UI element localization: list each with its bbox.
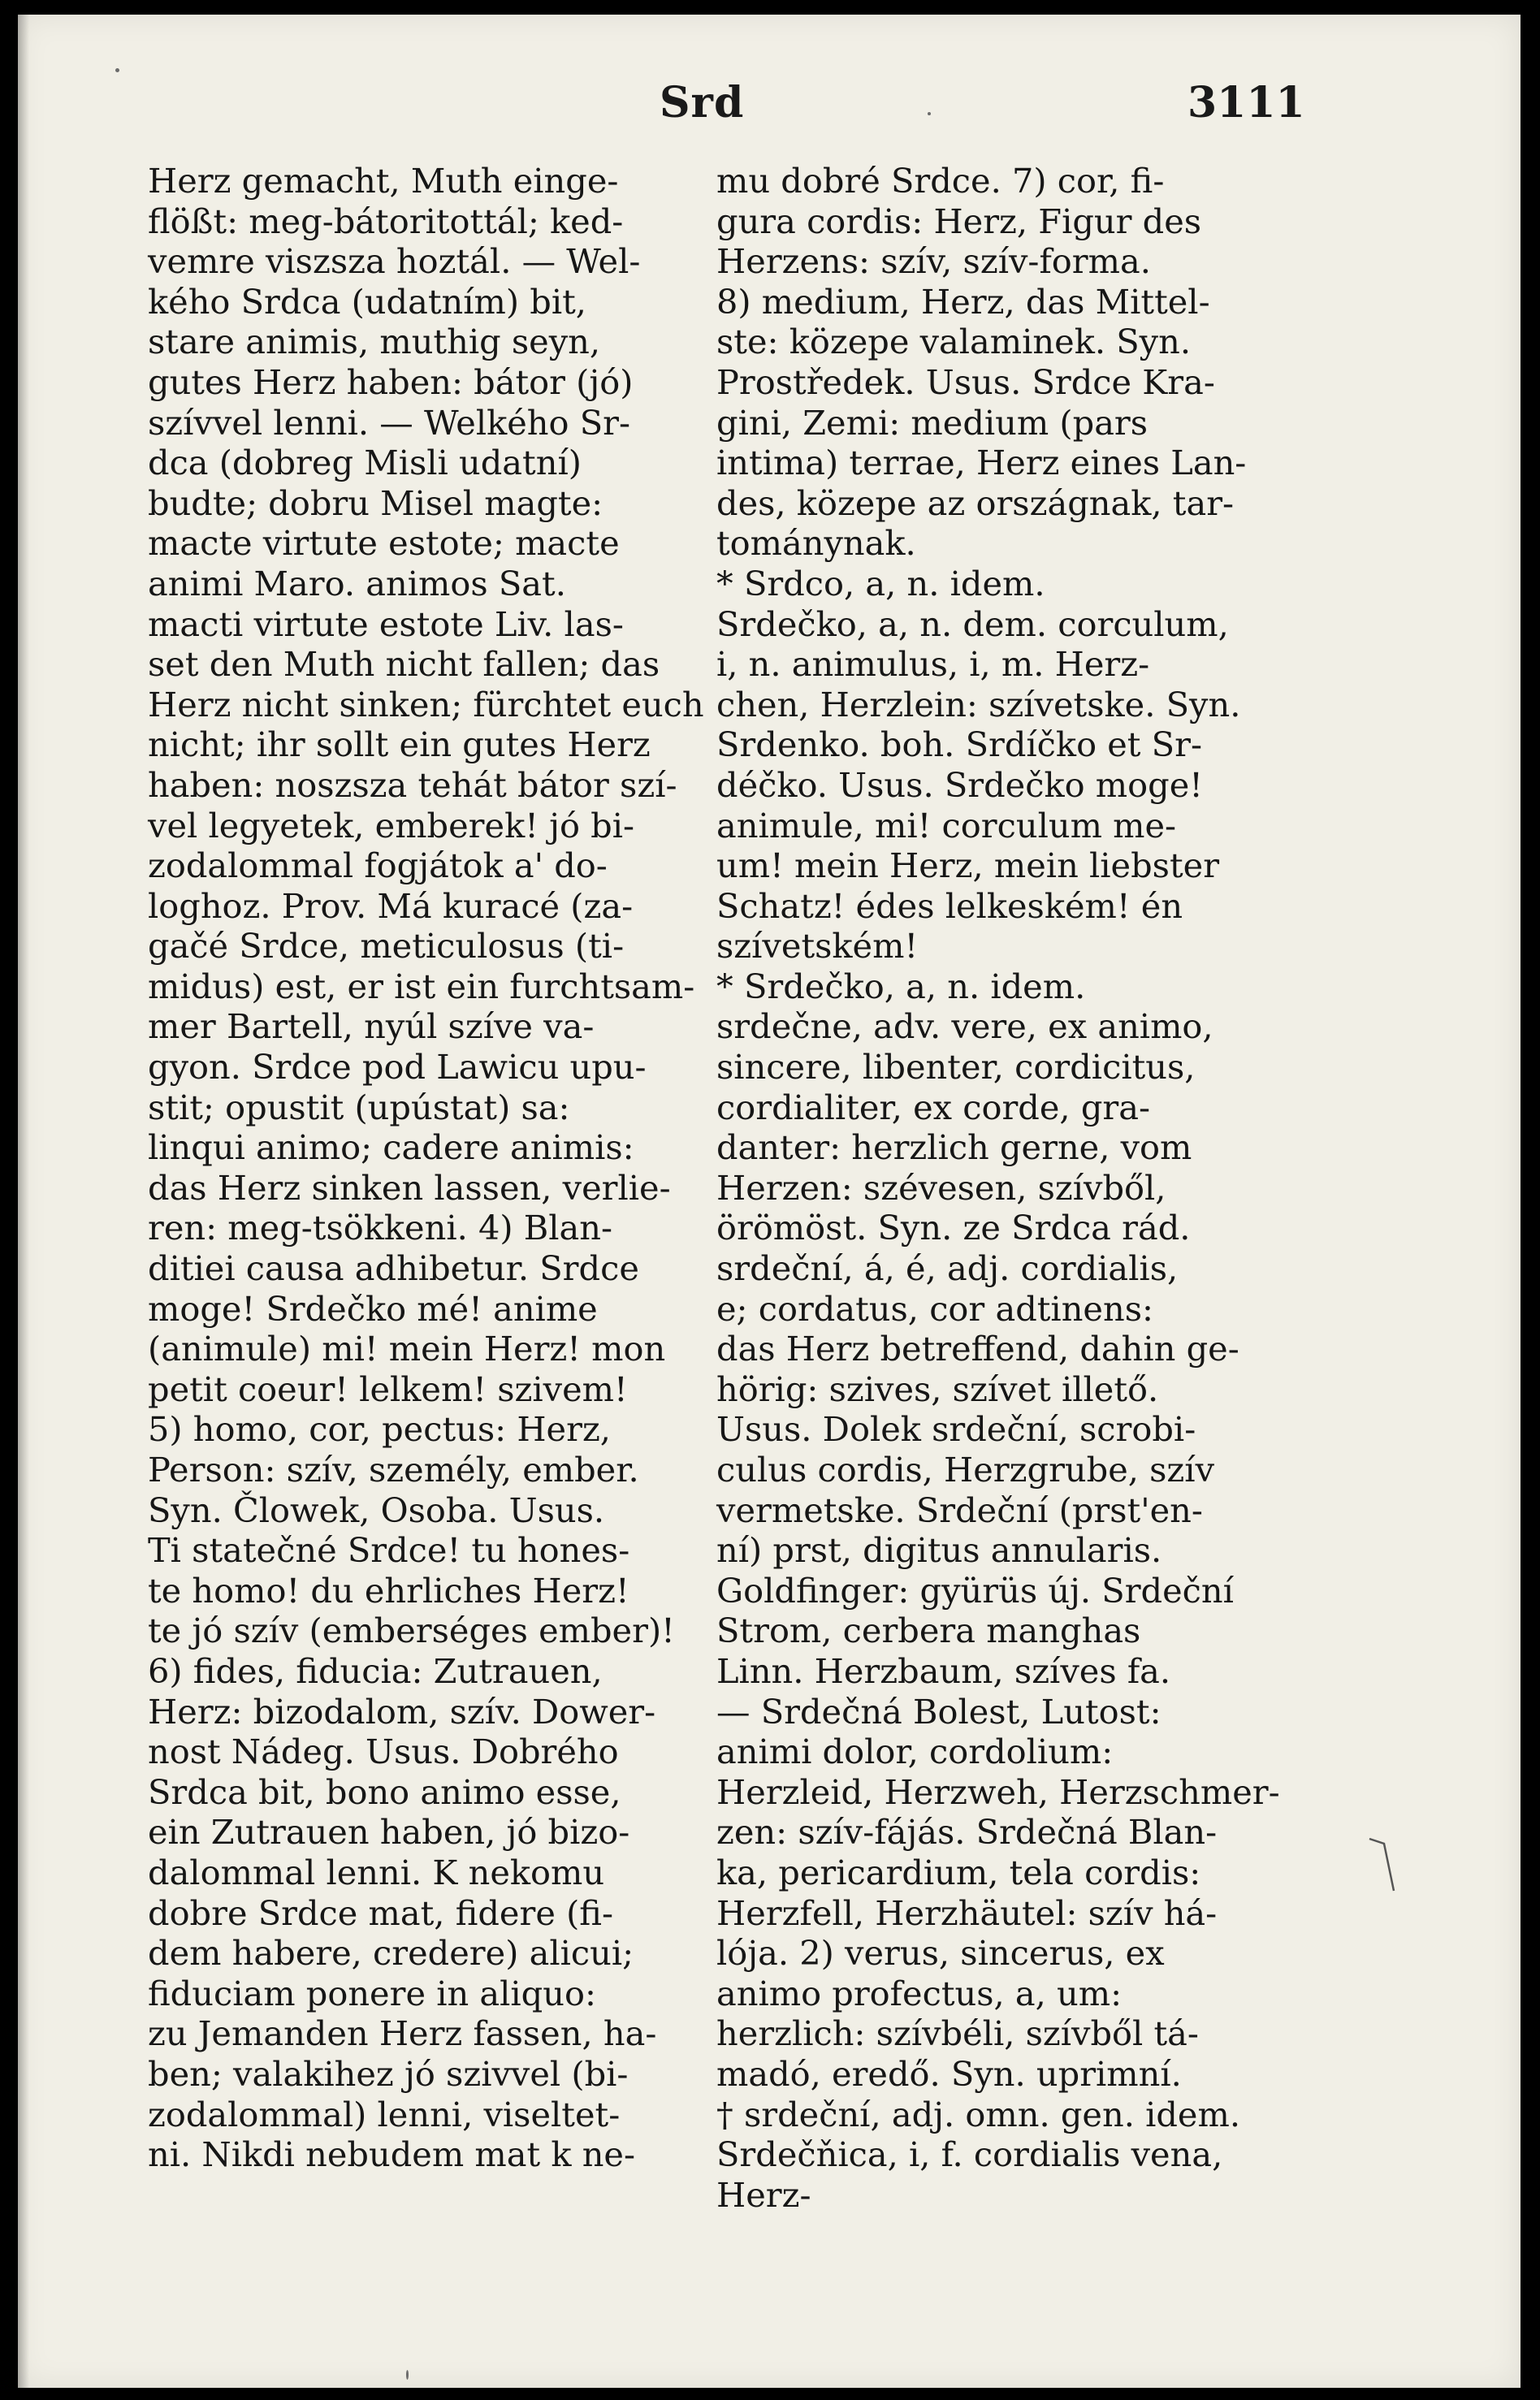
left-column-line: Person: szív, személy, ember. bbox=[148, 1450, 639, 1490]
left-column-line: gačé Srdce, meticulosus (ti- bbox=[148, 926, 625, 966]
dust-speck bbox=[406, 2370, 409, 2380]
right-column-line: srdeční, á, é, adj. cordialis, bbox=[716, 1248, 1179, 1289]
left-column-line: animi Maro. animos Sat. bbox=[148, 563, 566, 603]
right-column-line: madó, eredő. Syn. uprimní. bbox=[716, 2053, 1182, 2094]
left-column-line: stit; opustit (upústat) sa: bbox=[148, 1087, 570, 1127]
left-column-line: Herz: bizodalom, szív. Dower- bbox=[148, 1691, 656, 1732]
right-column-line: chen, Herzlein: szívetske. Syn. bbox=[716, 684, 1241, 724]
left-column-line: mer Bartell, nyúl szíve va- bbox=[148, 1006, 595, 1047]
right-column-line: ste: közepe valaminek. Syn. bbox=[716, 322, 1192, 362]
left-column-line: Herz gemacht, Muth einge- bbox=[148, 161, 619, 201]
right-column-line: Linn. Herzbaum, szíves fa. bbox=[716, 1650, 1171, 1691]
left-column-line: te homo! du ehrliches Herz! bbox=[148, 1570, 629, 1611]
right-column-line: srdečne, adv. vere, ex animo, bbox=[716, 1006, 1213, 1047]
right-column-line: Prostředek. Usus. Srdce Kra- bbox=[716, 361, 1215, 402]
left-column-line: ren: meg-tsökkeni. 4) Blan- bbox=[148, 1208, 613, 1248]
left-column-line: te jó szív (emberséges ember)! bbox=[148, 1611, 675, 1651]
right-column-line: Herzen: szévesen, szívből, bbox=[716, 1167, 1166, 1208]
left-column-line: dalommal lenni. K nekomu bbox=[148, 1852, 605, 1892]
right-column-line: 8) medium, Herz, das Mittel- bbox=[716, 281, 1210, 322]
right-column-line: hörig: szives, szívet illető. bbox=[716, 1369, 1159, 1409]
right-column-line: animo profectus, a, um: bbox=[716, 1973, 1123, 2013]
right-column-line: danter: herzlich gerne, vom bbox=[716, 1127, 1192, 1168]
left-column-line: vel legyetek, emberek! jó bi- bbox=[148, 805, 634, 845]
left-column-line: 6) fides, fiducia: Zutrauen, bbox=[148, 1650, 603, 1691]
left-column-line: zu Jemanden Herz fassen, ha- bbox=[148, 2013, 657, 2054]
left-column-line: ein Zutrauen haben, jó bizo- bbox=[148, 1812, 630, 1853]
right-column-line: * Srdco, a, n. idem. bbox=[716, 563, 1045, 603]
right-column-line: örömöst. Syn. ze Srdca rád. bbox=[716, 1208, 1191, 1248]
right-column-line: Schatz! édes lelkeském! én bbox=[716, 885, 1183, 926]
left-column-line: das Herz sinken lassen, verlie- bbox=[148, 1167, 671, 1208]
left-column-line: nicht; ihr sollt ein gutes Herz bbox=[148, 724, 651, 765]
right-column-line: Usus. Dolek srdeční, scrobi- bbox=[716, 1409, 1196, 1450]
left-column-line: haben: noszsza tehát bátor szí- bbox=[148, 764, 677, 805]
left-column-line: flößt: meg-bátoritottál; ked- bbox=[148, 201, 624, 241]
running-head-word: Srd bbox=[660, 78, 745, 128]
right-column-line: zen: szív-fájás. Srdečná Blan- bbox=[716, 1812, 1218, 1853]
right-column-line: das Herz betreffend, dahin ge- bbox=[716, 1329, 1239, 1369]
right-column-line: herzlich: szívbéli, szívből tá- bbox=[716, 2013, 1199, 2054]
right-column-line: † srdeční, adj. omn. gen. idem. bbox=[716, 2094, 1241, 2134]
right-column-line: Srdečňica, i, f. cordialis vena, bbox=[716, 2134, 1223, 2175]
right-column-line: Goldfinger: gyürüs új. Srdeční bbox=[716, 1570, 1234, 1611]
left-column-line: ben; valakihez jó szivvel (bi- bbox=[148, 2053, 629, 2094]
right-column-line: Srdečko, a, n. dem. corculum, bbox=[716, 603, 1229, 644]
left-column-line: (animule) mi! mein Herz! mon bbox=[148, 1329, 666, 1369]
right-column-line: szívetském! bbox=[716, 926, 919, 966]
left-column bbox=[148, 161, 708, 2175]
pencil-mark bbox=[1366, 1834, 1399, 1899]
right-column-line: um! mein Herz, mein liebster bbox=[716, 845, 1220, 886]
right-column-line: cordialiter, ex corde, gra- bbox=[716, 1087, 1150, 1127]
right-column-line: Strom, cerbera manghas bbox=[716, 1611, 1141, 1651]
pencil-mark-shape bbox=[1366, 1834, 1399, 1899]
right-column-line: Srdenko. boh. Srdíčko et Sr- bbox=[716, 724, 1202, 765]
left-column-line: ni. Nikdi nebudem mat k ne- bbox=[148, 2134, 636, 2175]
page-edge-shadow bbox=[18, 15, 29, 2388]
dictionary-page bbox=[18, 15, 1521, 2388]
right-column-line: animi dolor, cordolium: bbox=[716, 1732, 1114, 1772]
right-column-line: Herz- bbox=[716, 2174, 811, 2215]
right-column bbox=[716, 161, 1334, 2215]
right-column-line: sincere, libenter, cordicitus, bbox=[716, 1047, 1196, 1088]
left-column-line: dca (dobreg Misli udatní) bbox=[148, 443, 582, 483]
left-column-line: vemre viszsza hoztál. — Wel- bbox=[148, 241, 641, 282]
left-column-line: zodalommal fogjátok a' do- bbox=[148, 845, 608, 886]
left-column-line: linqui animo; cadere animis: bbox=[148, 1127, 634, 1168]
right-column-line: * Srdečko, a, n. idem. bbox=[716, 966, 1086, 1006]
left-column-line: gutes Herz haben: bátor (jó) bbox=[148, 361, 634, 402]
left-column-line: 5) homo, cor, pectus: Herz, bbox=[148, 1409, 611, 1450]
right-column-line: vermetske. Srdeční (prst'en- bbox=[716, 1490, 1203, 1530]
right-column-line: lója. 2) verus, sincerus, ex bbox=[716, 1933, 1165, 1974]
left-column-line: macte virtute estote; macte bbox=[148, 523, 620, 564]
left-column-line: zodalommal) lenni, viseltet- bbox=[148, 2094, 621, 2134]
left-column-line: szívvel lenni. — Welkého Sr- bbox=[148, 402, 630, 443]
left-column-line: kého Srdca (udatním) bit, bbox=[148, 281, 586, 322]
left-column-line: Syn. Člowek, Osoba. Usus. bbox=[148, 1490, 605, 1530]
right-column-line: animule, mi! corculum me- bbox=[716, 805, 1177, 845]
right-column-line: — Srdečná Bolest, Lutost: bbox=[716, 1691, 1161, 1732]
dust-speck bbox=[115, 68, 119, 72]
right-column-line: tománynak. bbox=[716, 523, 916, 564]
right-column-line: gura cordis: Herz, Figur des bbox=[716, 201, 1202, 241]
right-column-line: Herzfell, Herzhäutel: szív há- bbox=[716, 1892, 1218, 1933]
left-column-line: loghoz. Prov. Má kuracé (za- bbox=[148, 885, 634, 926]
left-column-line: set den Muth nicht fallen; das bbox=[148, 644, 660, 685]
left-column-line: Herz nicht sinken; fürchtet euch bbox=[148, 684, 704, 724]
right-column-line: intima) terrae, Herz eines Lan- bbox=[716, 443, 1247, 483]
right-column-line: mu dobré Srdce. 7) cor, fi- bbox=[716, 161, 1165, 201]
left-column-line: petit coeur! lelkem! szivem! bbox=[148, 1369, 628, 1409]
left-column-line: gyon. Srdce pod Lawicu upu- bbox=[148, 1047, 647, 1088]
left-column-line: budte; dobru Misel magte: bbox=[148, 482, 603, 523]
right-column-line: Herzleid, Herzweh, Herzschmer- bbox=[716, 1771, 1280, 1812]
left-column-line: stare animis, muthig seyn, bbox=[148, 322, 601, 362]
left-column-line: Ti statečné Srdce! tu hones- bbox=[148, 1530, 630, 1571]
page-header bbox=[18, 78, 1521, 151]
right-column-line: culus cordis, Herzgrube, szív bbox=[716, 1450, 1215, 1490]
left-column-line: midus) est, er ist ein furchtsam- bbox=[148, 966, 695, 1006]
right-column-line: ní) prst, digitus annularis. bbox=[716, 1530, 1162, 1571]
page-number: 3111 bbox=[1187, 78, 1305, 128]
right-column-line: i, n. animulus, i, m. Herz- bbox=[716, 644, 1150, 685]
right-column-line: gini, Zemi: medium (pars bbox=[716, 402, 1149, 443]
left-column-line: ditiei causa adhibetur. Srdce bbox=[148, 1248, 639, 1289]
left-column-line: Srdca bit, bono animo esse, bbox=[148, 1771, 621, 1812]
left-column-line: dem habere, credere) alicui; bbox=[148, 1933, 634, 1974]
left-column-line: macti virtute estote Liv. las- bbox=[148, 603, 624, 644]
left-column-line: fiduciam ponere in aliquo: bbox=[148, 1973, 596, 2013]
left-column-line: moge! Srdečko mé! anime bbox=[148, 1288, 598, 1329]
right-column-line: e; cordatus, cor adtinens: bbox=[716, 1288, 1154, 1329]
dust-speck bbox=[928, 112, 931, 115]
right-column-line: ka, pericardium, tela cordis: bbox=[716, 1852, 1201, 1892]
right-column-line: déčko. Usus. Srdečko moge! bbox=[716, 764, 1203, 805]
right-column-line: des, közepe az országnak, tar- bbox=[716, 482, 1235, 523]
left-column-line: nost Nádeg. Usus. Dobrého bbox=[148, 1732, 619, 1772]
right-column-line: Herzens: szív, szív-forma. bbox=[716, 241, 1151, 282]
left-column-line: dobre Srdce mat, fidere (fi- bbox=[148, 1892, 613, 1933]
